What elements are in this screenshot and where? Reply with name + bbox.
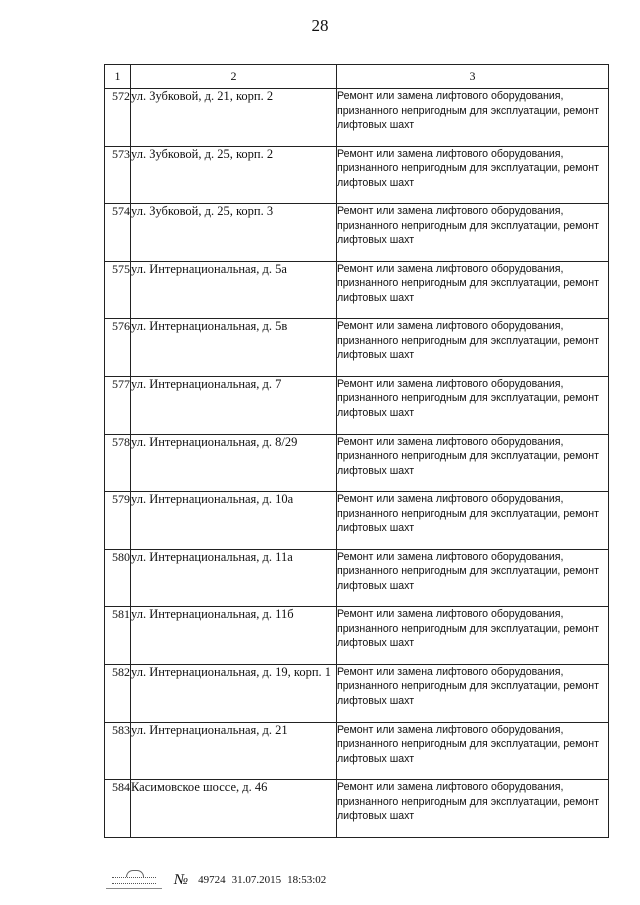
table-row	[105, 376, 609, 434]
row-work-type: Ремонт или замена лифтового оборудования, признанного непригодным для эксплуатации, ремонт лифтовых шахт	[337, 434, 609, 492]
row-address: ул. Интернациональная, д. 8/29	[131, 434, 337, 492]
table-row	[105, 261, 609, 319]
row-address: ул. Интернациональная, д. 5в	[131, 319, 337, 377]
document-date: 31.07.2015	[231, 874, 282, 886]
table-row	[105, 204, 609, 262]
row-work-type: Ремонт или замена лифтового оборудования, признанного непригодным для эксплуатации, ремонт лифтовых шахт	[337, 376, 609, 434]
row-address: ул. Интернациональная, д. 11б	[131, 607, 337, 665]
row-work-type: Ремонт или замена лифтового оборудования, признанного непригодным для эксплуатации, ремонт лифтовых шахт	[337, 319, 609, 377]
row-number: 576	[105, 319, 131, 377]
row-work-type: Ремонт или замена лифтового оборудования, признанного непригодным для эксплуатации, ремонт лифтовых шахт	[337, 549, 609, 607]
row-address: ул. Интернациональная, д. 21	[131, 722, 337, 780]
row-address: ул. Интернациональная, д. 11а	[131, 549, 337, 607]
row-work-type: Ремонт или замена лифтового оборудования, признанного непригодным для эксплуатации, ремонт лифтовых шахт	[337, 664, 609, 722]
row-number: 573	[105, 146, 131, 204]
row-work-type: Ремонт или замена лифтового оборудования, признанного непригодным для эксплуатации, ремонт лифтовых шахт	[337, 492, 609, 550]
row-work-type: Ремонт или замена лифтового оборудования, признанного непригодным для эксплуатации, ремонт лифтовых шахт	[337, 204, 609, 262]
document-time: 18:53:02	[287, 874, 327, 886]
table-row	[105, 549, 609, 607]
table-row	[105, 434, 609, 492]
table-row	[105, 146, 609, 204]
row-address: ул. Интернациональная, д. 7	[131, 376, 337, 434]
document-number: 49724	[198, 874, 226, 886]
table-header-row	[105, 65, 609, 89]
page-number: 28	[311, 16, 329, 35]
row-address: ул. Зубковой, д. 21, корп. 2	[131, 89, 337, 147]
row-address: ул. Интернациональная, д. 19, корп. 1	[131, 664, 337, 722]
table-row	[105, 664, 609, 722]
row-number: 577	[105, 376, 131, 434]
row-number: 580	[105, 549, 131, 607]
table-row	[105, 89, 609, 147]
registration-stamp	[174, 872, 326, 889]
row-address: ул. Зубковой, д. 25, корп. 2	[131, 146, 337, 204]
row-work-type: Ремонт или замена лифтового оборудования, признанного непригодным для эксплуатации, ремонт лифтовых шахт	[337, 722, 609, 780]
table-row	[105, 607, 609, 665]
column-header-1: 1	[105, 65, 131, 89]
row-work-type: Ремонт или замена лифтового оборудования, признанного непригодным для эксплуатации, ремонт лифтовых шахт	[337, 261, 609, 319]
row-address: ул. Зубковой, д. 25, корп. 3	[131, 204, 337, 262]
row-number: 578	[105, 434, 131, 492]
row-number: 574	[105, 204, 131, 262]
row-number: 584	[105, 780, 131, 838]
table-row	[105, 492, 609, 550]
row-number: 581	[105, 607, 131, 665]
works-table	[104, 64, 609, 838]
number-sign: №	[174, 871, 189, 888]
row-number: 582	[105, 664, 131, 722]
row-work-type: Ремонт или замена лифтового оборудования, признанного непригодным для эксплуатации, ремонт лифтовых шахт	[337, 607, 609, 665]
row-number: 575	[105, 261, 131, 319]
row-address: ул. Интернациональная, д. 5а	[131, 261, 337, 319]
table-row	[105, 780, 609, 838]
registration-footer	[104, 869, 326, 891]
row-number: 579	[105, 492, 131, 550]
row-work-type: Ремонт или замена лифтового оборудования, признанного непригодным для эксплуатации, ремонт лифтовых шахт	[337, 780, 609, 838]
row-address: Касимовское шоссе, д. 46	[131, 780, 337, 838]
row-number: 572	[105, 89, 131, 147]
row-number: 583	[105, 722, 131, 780]
table-row	[105, 722, 609, 780]
table-row	[105, 319, 609, 377]
row-address: ул. Интернациональная, д. 10а	[131, 492, 337, 550]
row-work-type: Ремонт или замена лифтового оборудования, признанного непригодным для эксплуатации, ремонт лифтовых шахт	[337, 146, 609, 204]
column-header-2: 2	[131, 65, 337, 89]
column-header-3: 3	[337, 65, 609, 89]
emblem-logo-icon	[104, 869, 164, 891]
row-work-type: Ремонт или замена лифтового оборудования, признанного непригодным для эксплуатации, ремонт лифтовых шахт	[337, 89, 609, 147]
